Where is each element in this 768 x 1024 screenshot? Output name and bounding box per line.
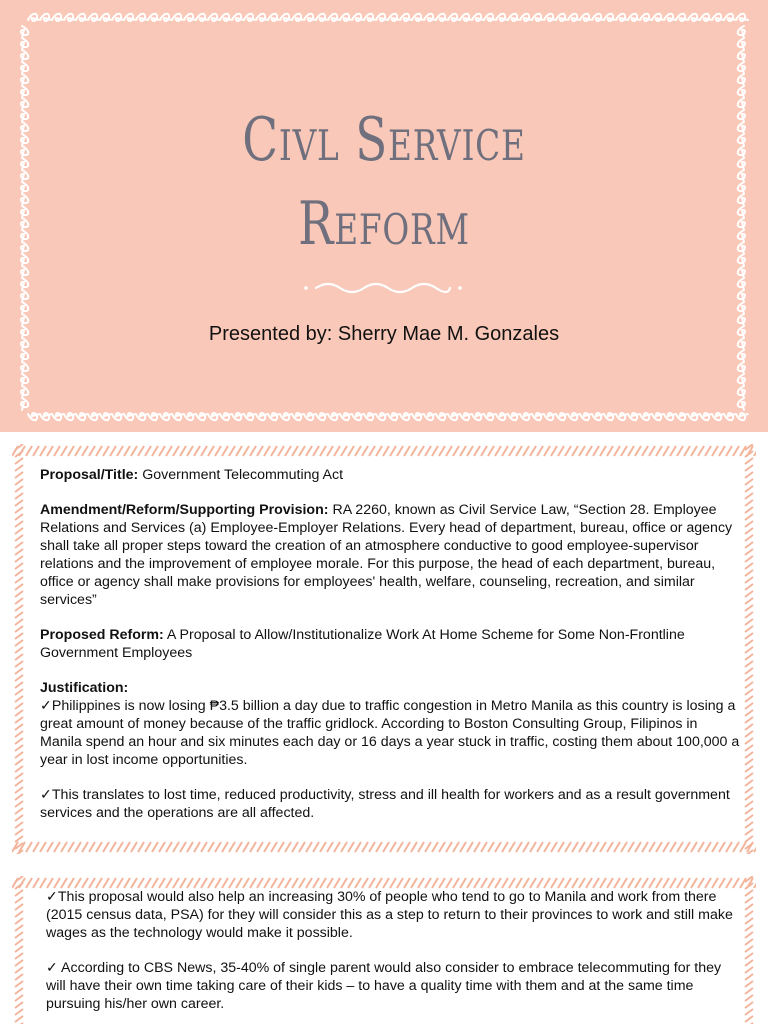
left-stripe (12, 876, 26, 1024)
border-loop-col (738, 26, 745, 410)
title-slide (0, 0, 768, 432)
justification-heading: Justification: (40, 680, 129, 696)
right-stripe (742, 444, 756, 854)
justification-point-1: ✓Philippines is now losing ₱3.5 billion a day due to traffic congestion in Metro Manila as this country is losing a great amount of money because of the traffic gridlock. According to Boston Consulting Group, Filipinos in Manila spend an hour and six minutes each day or 16 days a year stuck in traffic, costing them about 100,000 a year in lost income opportunities. (40, 698, 740, 768)
border-loop-row (28, 413, 748, 420)
title-line-1: Civl Service (242, 105, 526, 175)
squiggle-divider (300, 278, 468, 298)
proposal-slide (12, 444, 756, 854)
supporting-provision: Amendment/Reform/Supporting Provision: RA 2260, known as Civil Service Law, “Section 28. Employee Relations and Services (a) Employee-Employer Relations. Every head of department, bureau, office or agency shall take all proper steps toward the creation of an atmosphere conductive to good employee-supervisor relations and the improvement of employee morale. For this purpose, the head of each department, bureau, office or agency shall make provisions for employees' health, welfare, counseling, recreation, and similar services” (40, 502, 733, 608)
proposed-reform: Proposed Reform: A Proposal to Allow/Institutionalize Work At Home Scheme for Some Non-Frontline Government Employees (40, 627, 685, 661)
slide-title (84, 98, 683, 266)
top-stripe (12, 444, 756, 458)
proposal-title: Proposal/Title: Government Telecommuting Act (40, 467, 344, 483)
left-stripe (12, 444, 26, 854)
title-line-2: Reform (298, 189, 470, 259)
proposal-content (40, 466, 740, 839)
justification-point-2: ✓This translates to lost time, reduced productivity, stress and ill health for workers and as a result government services and the operations are all affected. (40, 787, 730, 821)
presenter-line: Presented by: Sherry Mae M. Gonzales (208, 323, 560, 345)
right-stripe (742, 876, 756, 1024)
bottom-stripe (12, 840, 756, 854)
justification-point-3: ✓This proposal would also help an increasing 30% of people who tend to go to Manila and work from there (2015 census data, PSA) for they will consider this as a step to return to their provinces to work and still make wages as the technology would make it possible. (46, 889, 733, 941)
border-loop-col (21, 26, 28, 410)
border-loop-row (28, 14, 748, 21)
justification-point-4: ✓ According to CBS News, 35-40% of single parent would also consider to embrace telecommuting for they will have their own time taking care of their kids – to have a quality time with them and at the same time pursuing his/her own career. (46, 960, 722, 1012)
justification-slide-2 (12, 876, 756, 1024)
justification-content (46, 888, 736, 1024)
